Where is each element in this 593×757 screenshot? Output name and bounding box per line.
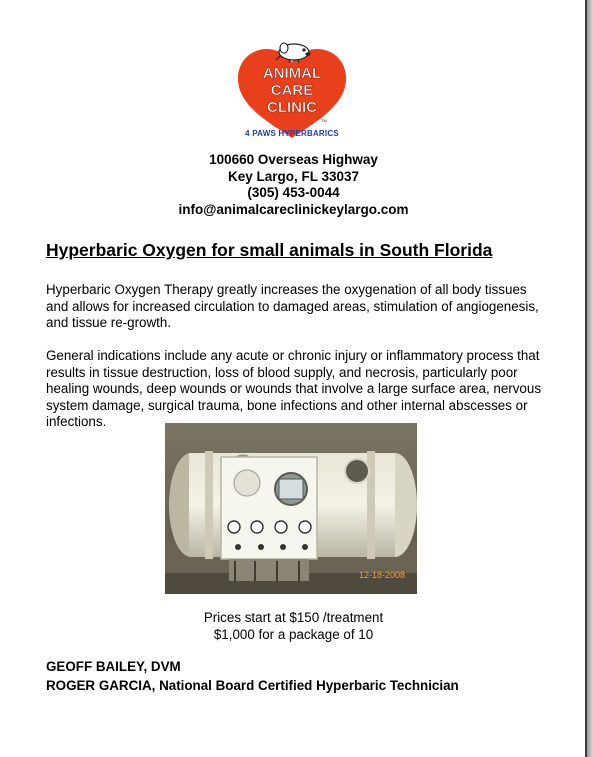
intro-paragraph: Hyperbaric Oxygen Therapy greatly increases the oxygenation of all body tissues and allows for increased circulation to damaged areas, stimulation of angiogenesis, and tissue re-growth. (46, 282, 539, 330)
page-title: Hyperbaric Oxygen for small animals in South Florida (46, 240, 493, 260)
indications-paragraph: General indications include any acute or chronic injury or inflammatory process that results in tissue destruction, loss of blood supply, and necrosis, particularly poor healing wounds, deep wounds or wounds that involve a large surface area, nervous system damage, surgical trauma, bone infections and other internal abscesses or infections. (46, 348, 542, 429)
trademark-mark: TM (321, 118, 327, 123)
city-state-zip: Key Largo, FL 33037 (227, 168, 360, 184)
pricing-block (0, 609, 587, 643)
logo-line-3: CLINIC (267, 99, 317, 116)
price-per-treatment: Prices start at $150 /treatment (203, 610, 384, 625)
logo-tagline: 4 PAWS HYPERBARICS (245, 129, 339, 138)
contact-block (0, 152, 587, 218)
staff-member: ROGER GARCIA, National Board Certified Hyperbaric Technician (46, 678, 459, 693)
staff-list (46, 657, 459, 695)
logo-line-1: ANIMAL (262, 65, 322, 82)
hyperbaric-chamber-photo (165, 423, 417, 594)
package-price: $1,000 for a package of 10 (213, 627, 374, 642)
email-address[interactable]: info@animalcareclinickeylargo.com (178, 201, 409, 217)
photo-date-stamp: 12-18-2008 (358, 570, 405, 580)
clinic-logo (232, 40, 352, 140)
phone-number: (305) 453-0044 (247, 185, 340, 200)
logo-line-2: CARE (270, 82, 314, 99)
staff-member: GEOFF BAILEY, DVM (46, 659, 181, 674)
page-shadow (587, 0, 593, 757)
street-address: 100660 Overseas Highway (209, 152, 378, 167)
